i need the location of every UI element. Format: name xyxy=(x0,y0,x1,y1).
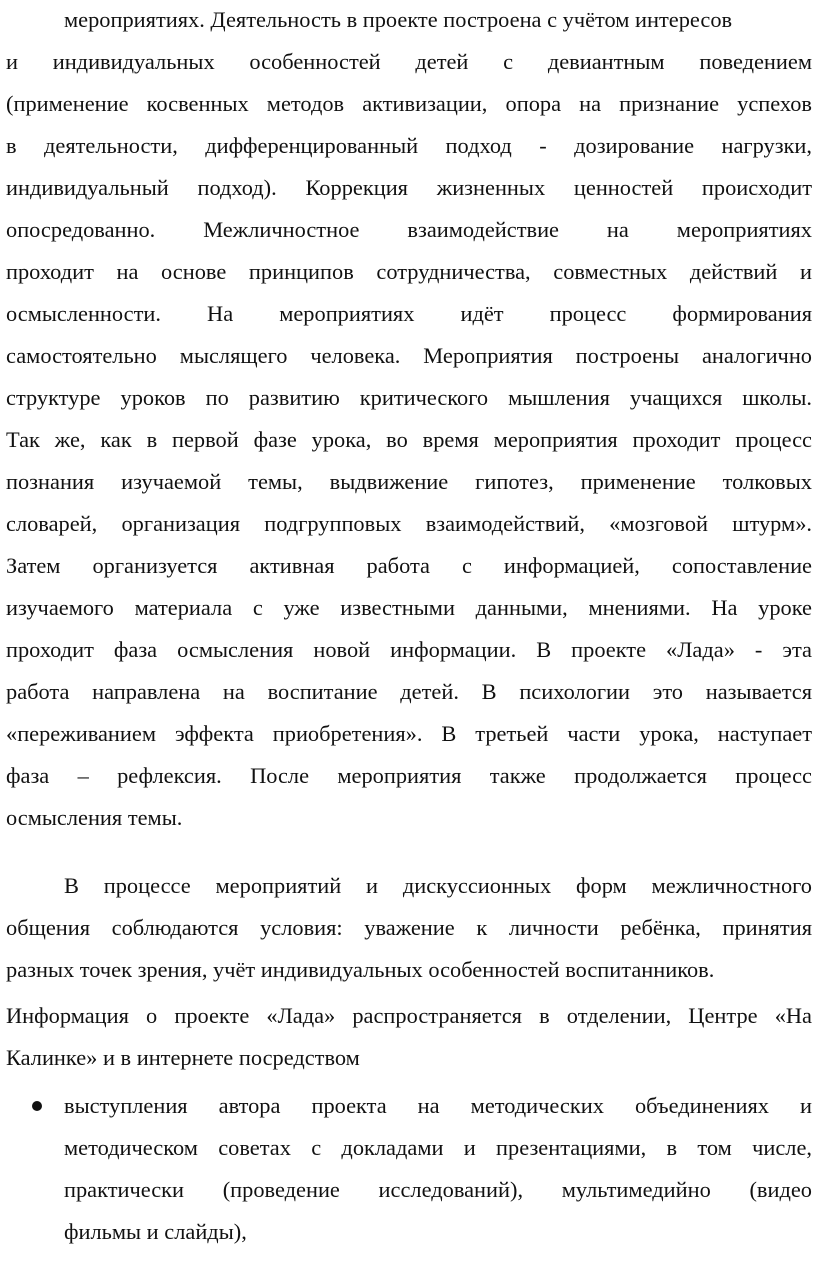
text-line: и индивидуальных особенностей детей с девиантным поведением xyxy=(6,49,812,74)
text-line: общения соблюдаются условия: уважение к личности ребёнка, принятия xyxy=(6,915,812,940)
text-line: В процессе мероприятий и дискуссионных форм межличностного xyxy=(64,873,812,898)
text-line: фаза – рефлексия. После мероприятия также продолжается процесс xyxy=(6,763,812,788)
list-item-line: практически (проведение исследований), мультимедийно (видео xyxy=(64,1177,812,1202)
text-line: Калинке» и в интернете посредством xyxy=(6,1045,360,1070)
text-line: мероприятиях. Деятельность в проекте построена с учётом интересов xyxy=(64,7,733,32)
text-line: Информация о проекте «Лада» распространяется в отделении, Центре «На xyxy=(6,1003,812,1028)
text-line: в деятельности, дифференцированный подход - дозирование нагрузки, xyxy=(6,133,812,158)
bullet-icon xyxy=(32,1101,42,1111)
text-line: изучаемого материала с уже известными данными, мнениями. На уроке xyxy=(6,595,812,620)
list-item-line: фильмы и слайды), xyxy=(64,1219,247,1244)
text-line: проходит фаза осмысления новой информации. В проекте «Лада» - эта xyxy=(6,637,812,662)
text-line: опосредованно. Межличностное взаимодействие на мероприятиях xyxy=(6,217,812,242)
list-item-line: выступления автора проекта на методических объединениях и xyxy=(64,1093,812,1118)
text-line: (применение косвенных методов активизации, опора на признание успехов xyxy=(6,91,812,116)
list-item-line: методическом советах с докладами и презентациями, в том числе, xyxy=(64,1135,812,1160)
text-line: индивидуальный подход). Коррекция жизненных ценностей происходит xyxy=(6,175,812,200)
text-line: осмысления темы. xyxy=(6,805,183,830)
text-line: осмысленности. На мероприятиях идёт процесс формирования xyxy=(6,301,812,326)
text-line: Так же, как в первой фазе урока, во время мероприятия проходит процесс xyxy=(6,427,812,452)
text-line: работа направлена на воспитание детей. В психологии это называется xyxy=(6,679,812,704)
text-line: познания изучаемой темы, выдвижение гипотез, применение толковых xyxy=(6,469,812,494)
text-line: самостоятельно мыслящего человека. Мероприятия построены аналогично xyxy=(6,343,812,368)
text-line: Затем организуется активная работа с информацией, сопоставление xyxy=(6,553,812,578)
text-line: разных точек зрения, учёт индивидуальных особенностей воспитанников. xyxy=(6,957,715,982)
text-line: «переживанием эффекта приобретения». В третьей части урока, наступает xyxy=(6,721,812,746)
text-line: словарей, организация подгрупповых взаимодействий, «мозговой штурм». xyxy=(6,511,812,536)
text-line: проходит на основе принципов сотрудничества, совместных действий и xyxy=(6,259,812,284)
text-line: структуре уроков по развитию критического мышления учащихся школы. xyxy=(6,385,812,410)
